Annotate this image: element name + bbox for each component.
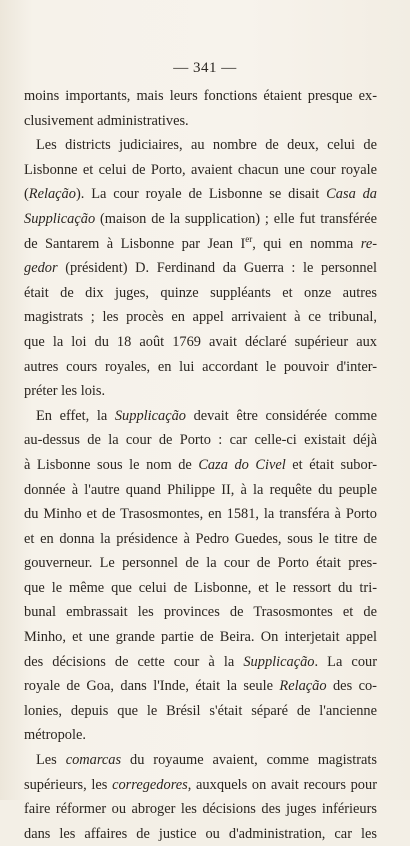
- text-line: et en donna la présidence à Pedro Guedes, sous le titre de: [24, 530, 377, 547]
- text-line: faire réformer ou abroger les décisions des juges inférieurs: [24, 801, 377, 818]
- text-line: autres cours royales, en lui accordant le pouvoir d'inter-: [24, 358, 377, 375]
- text-line: gedor (président) D. Ferdinand da Guerra : le personnel: [24, 260, 377, 277]
- text-line: métropole.: [24, 727, 86, 744]
- text-line: (Relação). La cour royale de Lisbonne se disait Casa da: [24, 186, 377, 203]
- text-line: que la loi du 18 août 1769 avait déclaré supérieur aux: [24, 333, 377, 350]
- text-line: moins importants, mais leurs fonctions étaient presque ex-: [24, 88, 377, 104]
- text-line: du Minho et de Trasosmontes, en 1581, la transféra à Porto: [24, 506, 377, 523]
- text-line: Les comarcas du royaume avaient, comme magistrats: [36, 752, 377, 769]
- text-line: Supplicação (maison de la supplication) ; elle fut transférée: [24, 210, 377, 227]
- text-line: magistrats ; les procès en appel arrivaient à ce tribunal,: [24, 309, 377, 326]
- text-line: lonies, depuis que le Brésil s'était séparé de l'ancienne: [24, 702, 377, 719]
- text-line: supérieurs, les corregedores, auxquels on avait recours pour: [24, 776, 377, 793]
- text-line: bunal embrassait les provinces de Trasosmontes et de: [24, 604, 377, 621]
- text-line: des décisions de cette cour à la Supplicação. La cour: [24, 653, 377, 670]
- page-number: — 341 —: [173, 60, 237, 76]
- text-line: gouverneur. Le personnel de la cour de Porto était pres-: [24, 555, 377, 572]
- text-line: Lisbonne et celui de Porto, avaient chacun une cour royale: [24, 161, 377, 178]
- text-line: au-dessus de la cour de Porto : car celle-ci existait déjà: [24, 432, 377, 449]
- text-line: à Lisbonne sous le nom de Caza do Civel et était subor-: [24, 456, 377, 473]
- body-text: [24, 84, 377, 846]
- text-line: donnée à l'autre quand Philippe II, à la requête du peuple: [24, 481, 377, 498]
- text-line: était de dix juges, quinze suppléants et onze autres: [24, 284, 377, 301]
- text-line: préter les lois.: [24, 383, 106, 400]
- text-line: de Santarem à Lisbonne par Jean Ier, qui en nomma re-: [24, 233, 377, 252]
- text-line: En effet, la Supplicação devait être considérée comme: [36, 407, 377, 424]
- text-line: Les districts judiciaires, au nombre de deux, celui de: [36, 137, 377, 154]
- text-line: dans les affaires de justice ou d'administration, car les: [24, 825, 377, 842]
- text-line: royale de Goa, dans l'Inde, était la seule Relação des co-: [24, 678, 377, 695]
- text-line: que le même que celui de Lisbonne, et le ressort du tri-: [24, 579, 377, 596]
- text-line: Minho, et une grande partie de Beira. On interjetait appel: [24, 629, 377, 646]
- text-line: clusivement administratives.: [24, 112, 189, 129]
